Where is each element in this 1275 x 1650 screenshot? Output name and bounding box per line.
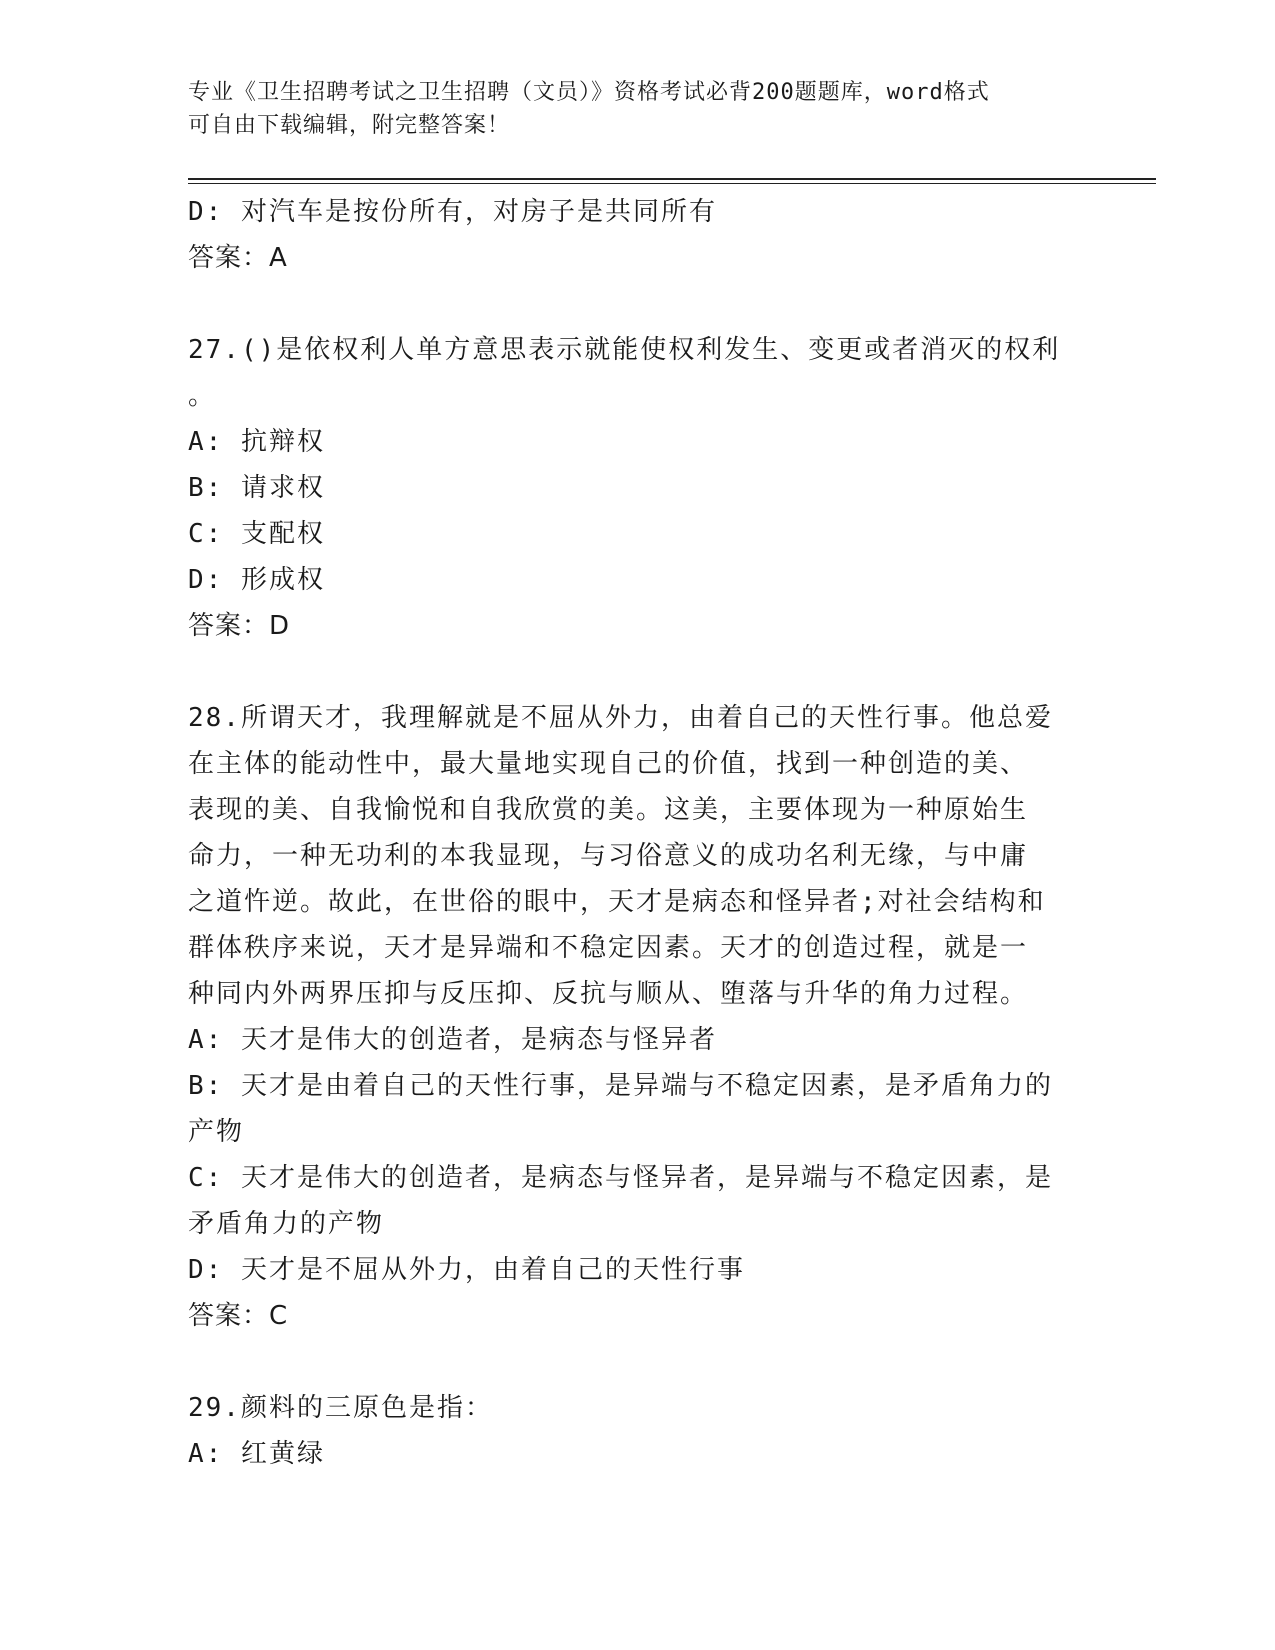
header-rule-thick xyxy=(188,178,1156,180)
spacer xyxy=(188,281,1078,327)
document-header xyxy=(188,76,1088,142)
option-c: C: 天才是伟大的创造者，是病态与怪异者，是异端与不稳定因素，是 xyxy=(188,1163,1053,1193)
option-b-continued: 产物 xyxy=(188,1117,245,1147)
question-text-line: 命力，一种无功利的本我显现，与习俗意义的成功名利无缘，与中庸 xyxy=(188,841,1029,871)
question-text-line: 在主体的能动性中，最大量地实现自己的价值，找到一种创造的美、 xyxy=(188,749,1029,779)
answer-line: 答案：D xyxy=(188,611,291,641)
header-rule-thin xyxy=(188,183,1156,184)
question-28 xyxy=(188,695,1078,1339)
question-text-line: 表现的美、自我愉悦和自我欣赏的美。这美，主要体现为一种原始生 xyxy=(188,795,1029,825)
option-d: D: 对汽车是按份所有，对房子是共同所有 xyxy=(188,197,717,227)
question-text: 29.颜料的三原色是指： xyxy=(188,1393,493,1423)
prev-question-tail xyxy=(188,189,1078,281)
document-body xyxy=(188,189,1078,1477)
option-c: C: 支配权 xyxy=(188,519,325,549)
option-a: A: 抗辩权 xyxy=(188,427,325,457)
question-text: 27.()是依权利人单方意思表示就能使权利发生、变更或者消灭的权利 xyxy=(188,335,1061,365)
option-d: D: 天才是不屈从外力，由着自己的天性行事 xyxy=(188,1255,745,1285)
question-text-line: 28.所谓天才，我理解就是不屈从外力，由着自己的天性行事。他总爱 xyxy=(188,703,1053,733)
question-27 xyxy=(188,327,1078,649)
option-b: B: 请求权 xyxy=(188,473,325,503)
option-a: A: 天才是伟大的创造者，是病态与怪异者 xyxy=(188,1025,717,1055)
option-d: D: 形成权 xyxy=(188,565,325,595)
answer-line: 答案：A xyxy=(188,243,288,273)
question-text-tail: 。 xyxy=(188,381,217,411)
question-text-line: 群体秩序来说，天才是异端和不稳定因素。天才的创造过程，就是一 xyxy=(188,933,1029,963)
question-text-line: 之道忤逆。故此，在世俗的眼中，天才是病态和怪异者;对社会结构和 xyxy=(188,887,1046,917)
question-29 xyxy=(188,1385,1078,1477)
option-b: B: 天才是由着自己的天性行事，是异端与不稳定因素，是矛盾角力的 xyxy=(188,1071,1053,1101)
question-text-line: 种同内外两界压抑与反压抑、反抗与顺从、堕落与升华的角力过程。 xyxy=(188,979,1029,1009)
spacer xyxy=(188,1339,1078,1385)
answer-line: 答案：C xyxy=(188,1301,289,1331)
option-a: A: 红黄绿 xyxy=(188,1439,325,1469)
spacer xyxy=(188,649,1078,695)
option-c-continued: 矛盾角力的产物 xyxy=(188,1209,385,1239)
header-title-line-1: 专业《卫生招聘考试之卫生招聘（文员）》资格考试必背200题题库，word格式 xyxy=(188,80,990,105)
header-title-line-2: 可自由下载编辑，附完整答案！ xyxy=(188,113,511,138)
